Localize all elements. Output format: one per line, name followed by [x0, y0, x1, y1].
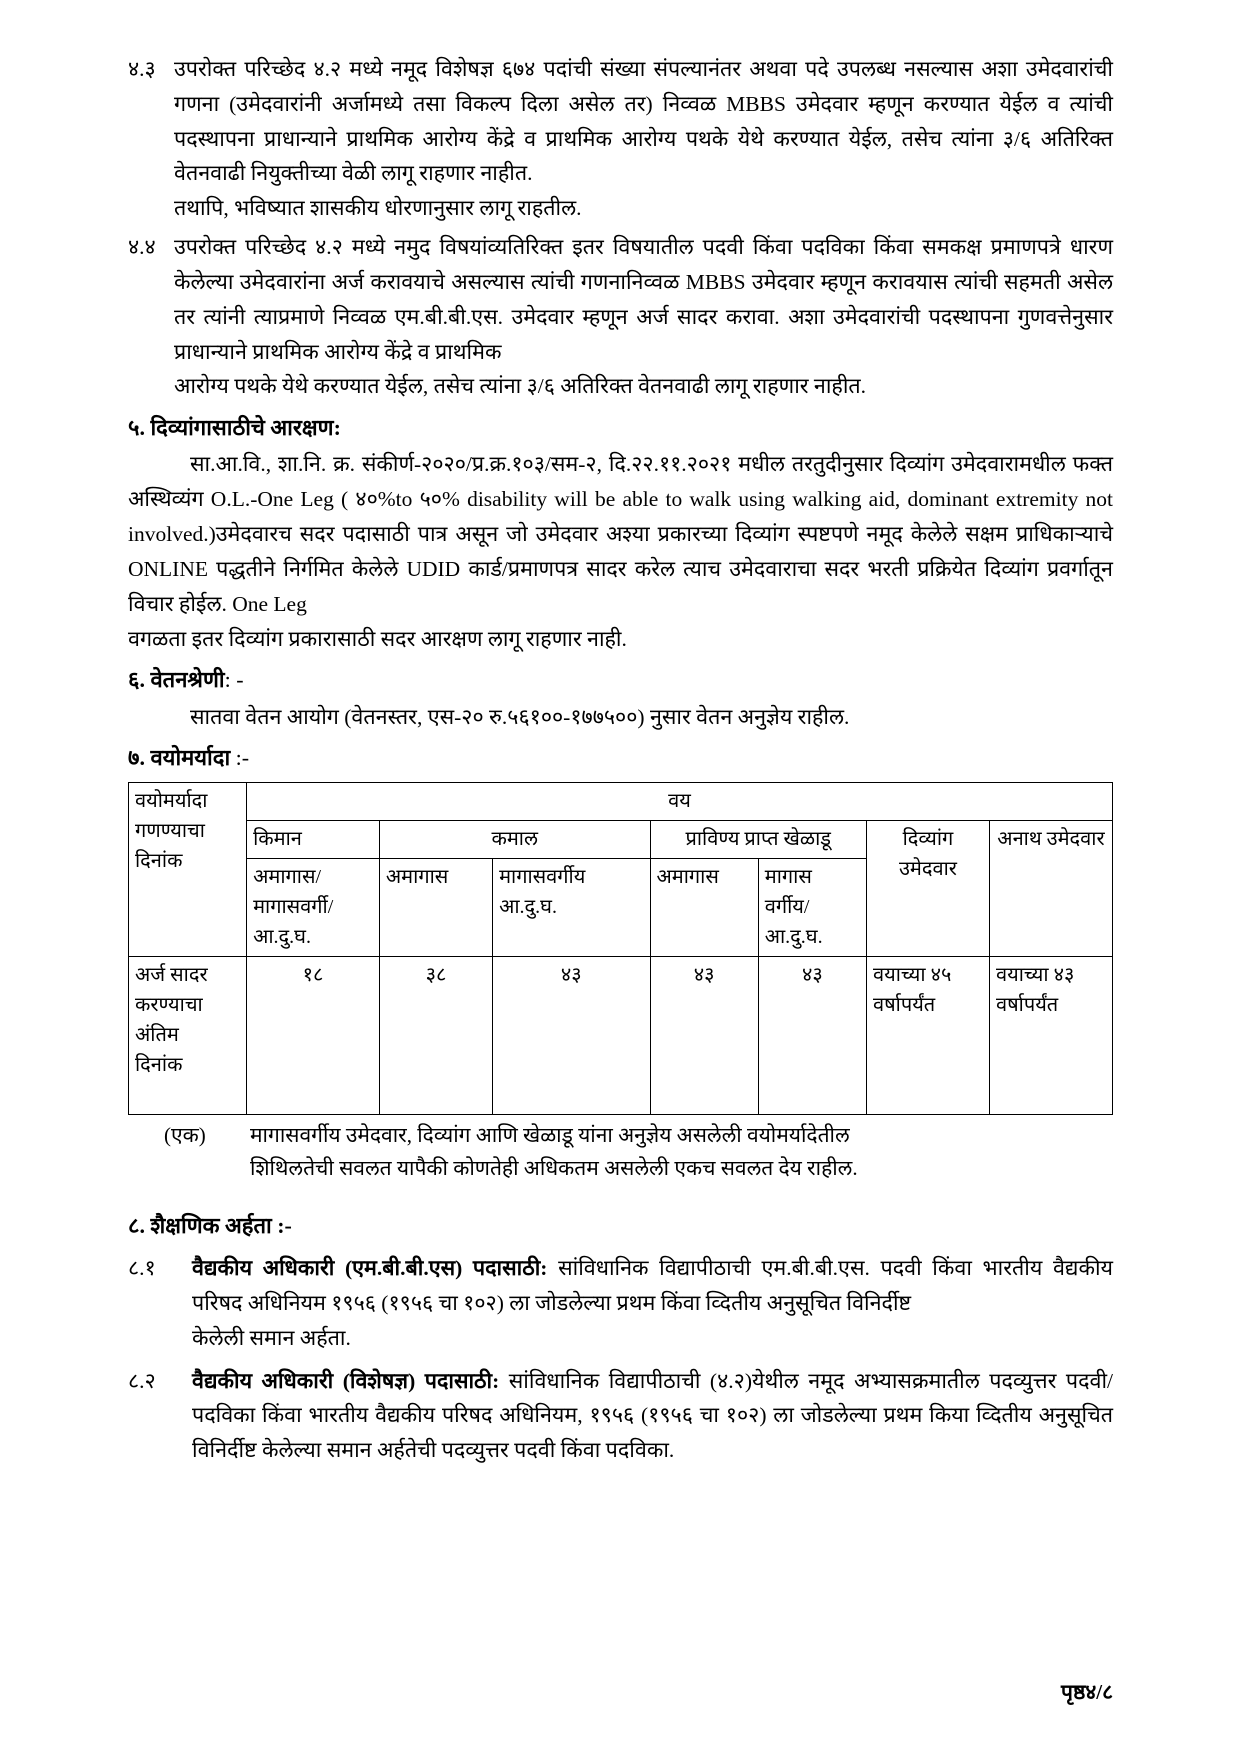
section-5-body [128, 447, 1113, 656]
header-sports-backward-line-2: वर्गीय/ [764, 895, 810, 918]
anath-age-line-1: वयाच्या ४३ [995, 963, 1075, 986]
section-5-heading: ५. दिव्यांगासाठीचे आरक्षण: [128, 415, 341, 441]
header-cell-maximum: कमाल [379, 820, 650, 858]
header-min-sub-line-1: अमागास/ [253, 865, 322, 888]
section-5-tail: वगळता इतर दिव्यांग प्रकारासाठी सदर आरक्षण लागू राहणार नाही. [128, 626, 627, 651]
header-cell-minimum: किमान [247, 820, 380, 858]
table-note-text: मागासवर्गीय उमेदवार, दिव्यांग आणि खेळाडू यांना अनुज्ञेय असलेली वयोमर्यादेतील [250, 1122, 850, 1147]
clause-4-3-number: ४.३ [128, 57, 156, 81]
row-label-line-2: करण्याचा [135, 993, 203, 1016]
header-anath-line-2: उमेदवार [1046, 827, 1105, 850]
clause-4-3-body [174, 52, 1113, 226]
table-note-tag: (एक) [164, 1122, 206, 1147]
table-row [129, 956, 1113, 1114]
section-8-heading: ८. शैक्षणिक अर्हता :- [128, 1212, 292, 1238]
clause-4-3 [128, 52, 1113, 226]
header-cell-min-subgroups [247, 858, 380, 956]
data-cell-row-label [129, 956, 247, 1114]
qualification-8-2-label: वैद्यकीय अधिकारी (विशेषज्ञ) पदासाठी: [192, 1368, 500, 1393]
table-note-body [250, 1119, 1113, 1186]
section-7-heading [128, 740, 1113, 775]
clause-4-4-number: ४.४ [128, 235, 156, 260]
table-note-tail: शिथिलतेची सवलत यापैकी कोणतेही अधिकतम असलेली एकच सवलत देय राहील. [250, 1156, 858, 1181]
header-min-sub-line-2: मागासवर्गी/ [253, 895, 334, 918]
table-header-row-2 [129, 820, 1113, 858]
qualification-8-2-index: ८.२ [128, 1368, 156, 1393]
section-6-number: ६. [128, 667, 145, 693]
header-cell-anath-candidate [989, 820, 1112, 956]
header-cell-date-of-reckoning [129, 782, 247, 956]
qualification-8-1-body [192, 1251, 1113, 1355]
header-cell-max-backward [493, 858, 650, 956]
qualification-item-8-2 [128, 1364, 1113, 1468]
header-sports-backward-line-3: आ.दु.घ. [764, 925, 823, 948]
data-cell-minimum-age: १८ [247, 956, 380, 1114]
qualification-8-1-label: वैद्यकीय अधिकारी (एम.बी.बी.एस) पदासाठी: [192, 1256, 548, 1281]
data-cell-max-backward-age: ४३ [493, 956, 650, 1114]
header-divyang-line-2: उमेदवार [898, 857, 957, 880]
section-7-title: वयोमर्यादा [150, 745, 231, 771]
clause-4-4-text: उपरोक्त परिच्छेद ४.२ मध्ये नमुद विषयांव्यतिरिक्त इतर विषयातील पदवी किंवा पदविका किंवा समकक्ष प्रमाणपत्रे धारण केलेल्या उमेदवारांना अर्ज करावयाचे असल्यास त्यांची गणनानिव्वळ MBBS उमेदवार म्हणून करावयास त्यांची सहमती असेल तर त्यांनी त्याप्रमाणे निव्वळ एम.बी.बी.एस. उमेदवार म्हणून अर्ज सादर करावा. अशा उमेदवारांची पदस्थापना गुणवत्तेनुसार प्राधान्याने प्राथमिक आरोग्य केंद्रे व प्राथमिक [174, 235, 1113, 364]
qualification-8-2-body [192, 1364, 1113, 1468]
section-5-text: सा.आ.वि., शा.नि. क्र. संकीर्ण-२०२०/प्र.क्र.१०३/सम-२, दि.२२.११.२०२१ मधील तरतुदीनुसार दिव्यांग उमेदवारामधील फक्त अस्थिव्यंग O.L.-One Leg ( ४०%to ५०% disability will be able to walk using walking aid, dominant extremity not involved.)उमेदवारच सदर पदासाठी पात्र असून जो उमेदवार अश्या प्रकारच्या दिव्यांग स्पष्टपणे नमूद केलेले सक्षम प्राधिकाऱ्याचे ONLINE पद्धतीने निर्गमित केलेले UDID कार्ड/प्रमाणपत्र सादर करेल त्याच उमेदवाराचा सदर भरती प्रक्रियेत दिव्यांग प्रवर्गातून विचार होईल. One Leg [128, 452, 1113, 616]
header-max-backward-line-1: मागासवर्गीय [499, 865, 586, 888]
section-7-number: ७. [128, 745, 145, 771]
age-limit-table [128, 782, 1113, 1115]
header-divyang-line-1: दिव्यांग [902, 827, 954, 850]
data-cell-anath-age [989, 956, 1112, 1114]
qualification-item-8-1 [128, 1251, 1113, 1355]
page-footer: पृष्ठ४/८ [1061, 1680, 1113, 1704]
header-date-line-1: वयोमर्यादा [135, 789, 208, 812]
row-label-line-4: दिनांक [135, 1053, 183, 1076]
qualification-8-1-text: सांविधानिक विद्यापीठाची एम.बी.बी.एस. पदवी किंवा भारतीय वैद्यकीय परिषद अधिनियम १९५६ (१९५६ चा १०२) ला जोडलेल्या प्रथम किंवा व्दितीय अनुसूचित विनिर्दीष्ट [192, 1256, 1113, 1315]
header-cell-sportsperson: प्राविण्य प्राप्त खेळाडू [650, 820, 866, 858]
qualification-8-1-tail: केलेली समान अर्हता. [192, 1325, 351, 1350]
section-6-title: वेतनश्रेणी [150, 667, 225, 693]
clause-4-4 [128, 230, 1113, 404]
anath-age-line-2: वर्षापर्यंत [995, 993, 1059, 1016]
header-date-line-3: दिनांक [135, 849, 183, 872]
header-cell-sports-open: अमागास [650, 858, 758, 956]
divyang-age-line-2: वर्षापर्यंत [872, 993, 936, 1016]
header-anath-line-1: अनाथ [997, 827, 1042, 850]
row-label-line-3: अंतिम [135, 1023, 179, 1046]
header-cell-sports-backward [758, 858, 866, 956]
data-cell-divyang-age [866, 956, 989, 1114]
section-6-body: सातवा वेतन आयोग (वेतनस्तर, एस-२० रु.५६१००-१७७५००) नुसार वेतन अनुज्ञेय राहील. [190, 704, 850, 729]
qualification-8-1-index: ८.१ [128, 1256, 156, 1281]
header-cell-max-open: अमागास [379, 858, 492, 956]
clause-4-4-tail: आरोग्य पथके येथे करण्यात येईल, तसेच त्यांना ३/६ अतिरिक्त वेतनवाढी लागू राहणार नाहीत. [174, 374, 867, 399]
header-date-line-2: गणण्याचा [135, 819, 205, 842]
header-sports-backward-line-1: मागास [764, 865, 812, 888]
data-cell-sports-open-age: ४३ [650, 956, 758, 1114]
table-header-row-1 [129, 782, 1113, 820]
clause-4-3-tail: तथापि, भविष्यात शासकीय धोरणानुसार लागू राहतील. [174, 196, 582, 221]
divyang-age-line-1: वयाच्या ४५ [872, 963, 952, 986]
header-min-sub-line-3: आ.दु.घ. [253, 925, 311, 948]
header-cell-divyang-candidate [866, 820, 989, 956]
clause-4-4-body [174, 230, 1113, 404]
table-note [128, 1119, 1113, 1186]
header-cell-age: वय [247, 782, 1113, 820]
header-max-backward-line-2: आ.दु.घ. [499, 895, 557, 918]
qualification-8-2-text: सांविधानिक विद्यापीठाची (४.२)येथील नमूद अभ्यासक्रमातील पदव्युत्तर पदवी/पदविका किंवा भारतीय वैद्यकीय परिषद अधिनियम, १९५६ (१९५६ चा १०२) ला जोडलेल्या प्रथम किया व्दितीय अनुसूचित विनिर्दीष्ट केलेल्या समान अर्हतेची पदव्युत्तर पदवी किंवा पदविका. [192, 1368, 1113, 1463]
clause-4-3-text: उपरोक्त परिच्छेद ४.२ मध्ये नमूद विशेषज्ञ ६७४ पदांची संख्या संपल्यानंतर अथवा पदे उपलब्ध नसल्यास अशा उमेदवारांची गणना (उमेदवारांनी अर्जामध्ये तसा विकल्प दिला असेल तर) निव्वळ MBBS उमेदवार म्हणून करण्यात येईल व त्यांची पदस्थापना प्राधान्याने प्राथमिक आरोग्य केंद्रे व प्राथमिक आरोग्य पथके येथे करण्यात येईल, तसेच त्यांना ३/६ अतिरिक्त वेतनवाढी नियुक्तीच्या वेळी लागू राहणार नाहीत. [174, 57, 1113, 186]
row-label-line-1: अर्ज सादर [135, 963, 208, 986]
section-6-suffix: : - [224, 667, 244, 693]
data-cell-sports-backward-age: ४३ [758, 956, 866, 1114]
data-cell-max-open-age: ३८ [379, 956, 492, 1114]
section-6-heading [128, 662, 1113, 697]
section-7-suffix: :- [235, 745, 250, 771]
